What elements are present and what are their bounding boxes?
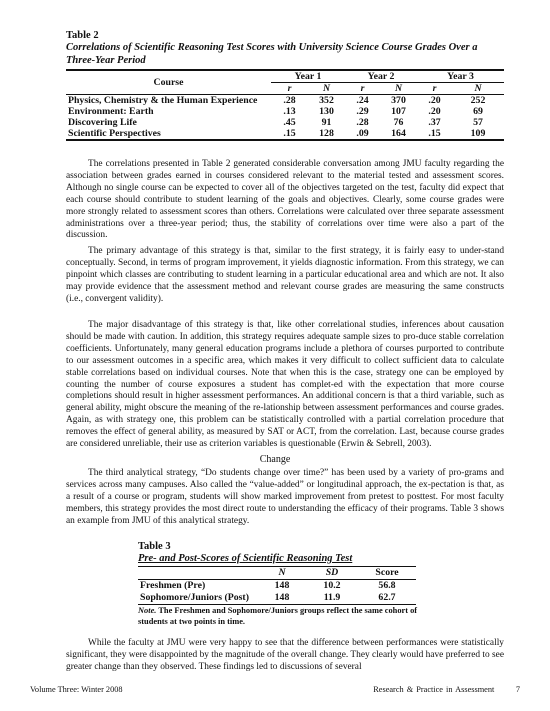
table2-cell: .13: [283, 106, 296, 117]
paragraph-3: The major disadvantage of this strategy is that, like other correlational studies, inferences about causation should be made with caution. In addition, this strategy requires adequate sample sizes to pro-duce stable correlation coefficients. Unfortunately, many general education programs include a plethora of courses purported to contribute to our assessment outcomes in a specific area, which makes it very difficult to collect sufficient data to calculate stable correlations based on individual courses. Note that when this is the case, strategy one can be employed by counting the number of course exposures a student has complet-ed with the expectation that more course completions should result in higher assessment performances. An additional concern is that a third variable, such as general ability, might obscure the meaning of the re-lationship between assessment performances and course grades. Again, as with strategy one, this problem can be statistically controlled with a partial correlation procedure that removes the effect of general ability, as measured by SAT or ACT, from the correlation. Last, because course grades are considered unreliable, their use as criterion variables is questionable (Erwin & Sebrell, 2003).: [66, 320, 504, 450]
table2-year1-header: Year 1: [271, 70, 345, 83]
table2-sub-r: r: [360, 83, 365, 94]
table2-sub-n: N: [474, 83, 482, 94]
table2-cell: 352: [319, 95, 334, 106]
table3-cell: 148: [274, 580, 290, 591]
table2-cell: .15: [428, 128, 441, 139]
table2-sub-r: r: [432, 83, 437, 94]
table-row: [66, 117, 504, 128]
table3-cell: 11.9: [323, 592, 341, 603]
table2-course-cell: Physics, Chemistry & the Human Experience: [68, 95, 258, 106]
table2-cell: 107: [391, 106, 406, 117]
table3-title: Pre- and Post-Scores of Scientific Reasoning Test: [138, 553, 353, 564]
footer-volume: Volume Three: Winter 2008: [30, 685, 123, 694]
table3-cell: 148: [274, 592, 290, 603]
table3-cell: 62.7: [378, 592, 396, 603]
table3-cell: 56.8: [378, 580, 396, 591]
page-number: 7: [515, 685, 520, 694]
table3-note-text: The Freshmen and Sophomore/Juniors groups reflect the same cohort of students at two points in time.: [138, 606, 418, 626]
table2-course-header: Course: [153, 77, 184, 88]
table-row: [138, 592, 416, 605]
table-row: [66, 128, 504, 140]
table2-cell: .37: [428, 117, 441, 128]
table2-cell: .09: [356, 128, 369, 139]
table2-cell: 252: [470, 95, 486, 106]
table2-cell: 76: [393, 117, 404, 128]
footer-journal-title: Research & Practice in Assessment: [373, 685, 495, 694]
table3-header-score: Score: [375, 567, 399, 578]
table2-cell: .28: [356, 117, 369, 128]
table2-cell: 91: [321, 117, 332, 128]
table3-group-cell: Freshmen (Pre): [140, 580, 206, 591]
table2-cell: 57: [473, 117, 483, 128]
table3-header-sd: SD: [325, 567, 339, 578]
table3-cell: 10.2: [323, 580, 341, 591]
table2-sub-r: r: [287, 83, 292, 94]
table2-cell: 69: [473, 106, 483, 117]
section-heading-change: Change: [259, 454, 291, 465]
table-row: [66, 95, 504, 107]
table3-group-cell: Sophomore/Juniors (Post): [140, 592, 249, 603]
footer-journal: [373, 685, 520, 694]
paragraph-2: The primary advantage of this strategy is that, similar to the first strategy, it is fairly easy to under-stand conceptually. Second, in terms of program improvement, it yields diagnostic information. From this strategy, we can pinpoint which classes are contributing to student learning in a particular educational area and which are not. It also may provide evidence that the assessment method and relevant course grades are measuring the same constructs (i.e., convergent validity).: [66, 246, 504, 304]
table3-header-n: N: [278, 567, 286, 578]
table2-course-cell: Scientific Perspectives: [68, 128, 161, 139]
table2-cell: 164: [391, 128, 406, 139]
table3-note-label: Note.: [138, 606, 157, 615]
paragraph-5: While the faculty at JMU were very happy to see that the difference between performances were statistically significant, they were disappointed by the magnitude of the overall change. They clearly would have preferred to see greater change than they observed. These findings led to discussions of several: [66, 638, 504, 672]
table2-title: Correlations of Scientific Reasoning Test Scores with University Science Course Grades Over a Three-Year Period: [66, 42, 478, 66]
table2-cell: .20: [428, 95, 441, 106]
table2-cell: .45: [283, 117, 296, 128]
table2-label: Table 2: [66, 30, 99, 41]
table-row: [66, 106, 504, 117]
table2-course-cell: Environment: Earth: [68, 106, 154, 117]
table2-cell: .20: [428, 106, 441, 117]
table2-sub-n: N: [322, 83, 331, 94]
table2-course-cell: Discovering Life: [68, 117, 137, 128]
table3-label: Table 3: [138, 541, 171, 552]
table2-year2-header: Year 2: [345, 70, 417, 83]
table2-cell: .15: [283, 128, 296, 139]
table2-cell: 130: [319, 106, 334, 117]
table-row: [138, 580, 416, 593]
table2-cell: .24: [356, 95, 369, 106]
paragraph-1: The correlations presented in Table 2 generated considerable conversation among JMU faculty regarding the association between grades earned in courses considered relevant to the material tested and assessment scores. Although no single course can be expected to cover all of the objectives targeted on the test, faculty did expect that each course should contribute to student learning of the goals and objectives. Clearly, some course grades were more strongly related to assessment scores than others. Correlations were calculated over three separate assessment administrations over a three-year period; thus, the stability of correlations over time were also a part of the discussion.: [66, 159, 504, 241]
table2-sub-n: N: [394, 83, 403, 94]
table2-cell: 109: [470, 128, 486, 139]
table2-year3-header: Year 3: [417, 70, 504, 83]
table3-note: [138, 606, 418, 627]
table3: [138, 566, 416, 605]
table2: [66, 69, 504, 141]
table2-cell: .29: [356, 106, 369, 117]
table2-cell: 128: [319, 128, 334, 139]
table2-cell: 370: [391, 95, 406, 106]
table2-cell: .28: [283, 95, 296, 106]
paragraph-4: The third analytical strategy, “Do students change over time?” has been used by a variety of pro-grams and services across many campuses. Also called the “value-added” or longitudinal approach, the ex-pectation is that, as a result of a course or program, students will show marked improvement from pretest to posttest. For most faculty members, this strategy provides the most direct route to understanding the efficacy of their programs. Table 3 shows an example from JMU of this analytical strategy.: [66, 468, 504, 526]
